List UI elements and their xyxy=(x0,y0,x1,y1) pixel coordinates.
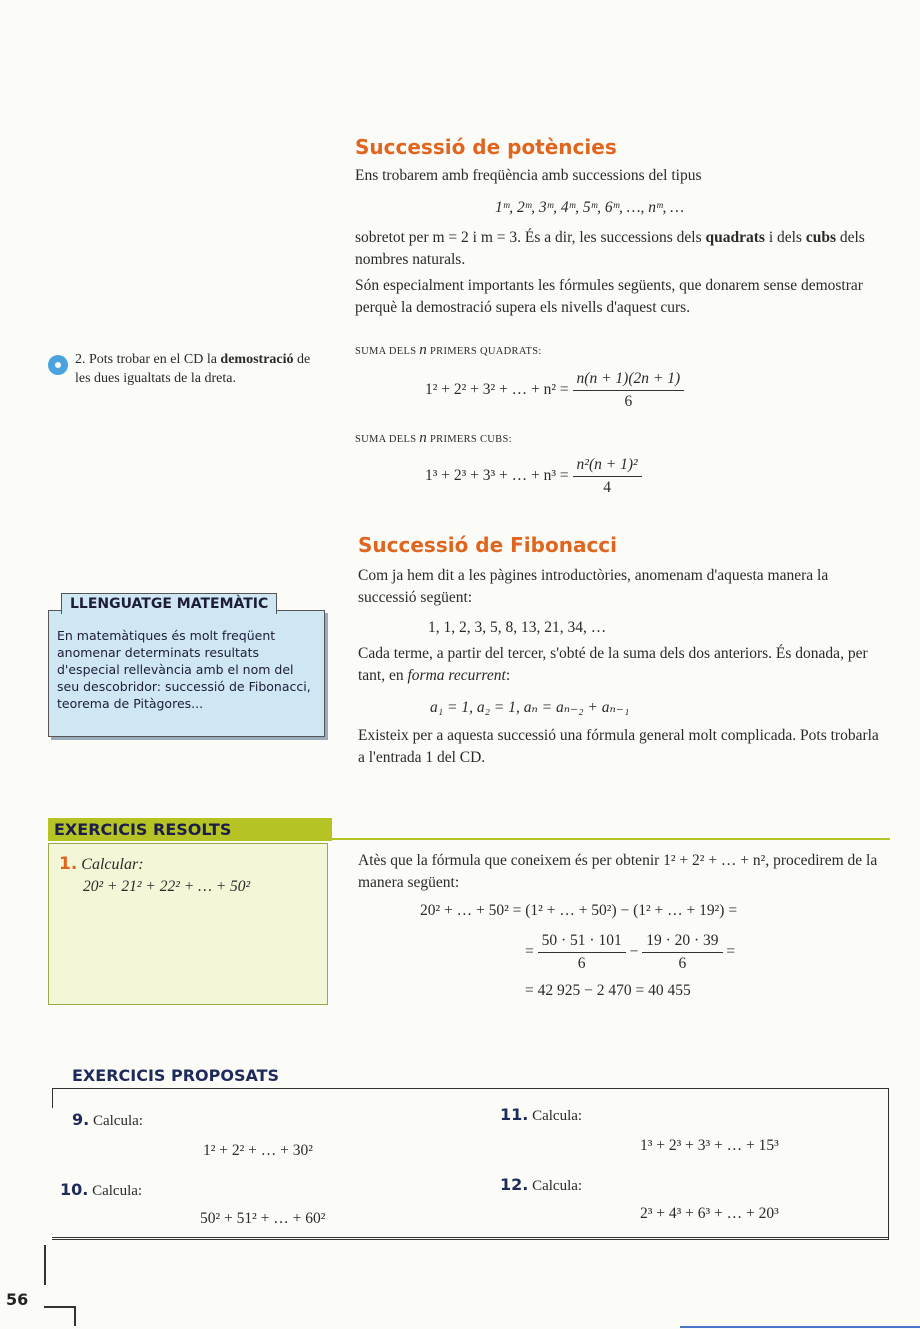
page-number: 56 xyxy=(6,1290,29,1309)
proposed-expression: 1³ + 2³ + 3³ + … + 15³ xyxy=(640,1137,779,1154)
squares-label: SUMA DELS n PRIMERS QUADRATS: xyxy=(355,342,542,358)
fibonacci-title: Successió de Fibonacci xyxy=(358,533,618,557)
squares-lhs: 1² + 2² + 3² + … + n² = xyxy=(425,381,569,399)
proposed-expression: 2³ + 4³ + 6³ + … + 20³ xyxy=(640,1205,779,1222)
powers-intro: Ens trobarem amb freqüència amb successions del tipus xyxy=(355,167,702,184)
cubes-numerator: n²(n + 1)² xyxy=(573,454,642,477)
solved-frac2-numerator: 19 · 20 · 39 xyxy=(642,930,722,953)
solved-frac1-numerator: 50 · 51 · 101 xyxy=(538,930,626,953)
solved-number: 1. xyxy=(59,854,78,874)
solved-header: EXERCICIS RESOLTS xyxy=(48,818,332,841)
proposed-item: 9. Calcula: xyxy=(72,1110,143,1129)
solved-exercise-box xyxy=(48,843,328,1005)
proposed-item: 11. Calcula: xyxy=(500,1105,583,1124)
proposed-expression: 1² + 2² + … + 30² xyxy=(203,1142,313,1159)
squares-denominator: 6 xyxy=(624,393,633,410)
solved-divider xyxy=(326,838,890,840)
solved-prompt: Calcular: xyxy=(81,856,144,873)
cubes-label: SUMA DELS n PRIMERS CUBS: xyxy=(355,430,512,446)
powers-paragraph-2: sobretot per m = 2 i m = 3. És a dir, les successions dels quadrats i dels cubs dels nombres naturals. xyxy=(355,229,865,268)
powers-title: Successió de potències xyxy=(355,135,617,159)
language-box-body: En matemàtiques és molt freqüent anomenar determinats resultats d'especial rellevància amb el nom del seu descobridor: successió de Fibonacci, teorema de Pitàgores... xyxy=(57,628,311,711)
proposed-item: 10. Calcula: xyxy=(60,1180,143,1199)
solved-expression: 20² + 21² + 22² + … + 50² xyxy=(83,878,251,895)
cd-icon xyxy=(48,355,68,375)
proposed-expression: 50² + 51² + … + 60² xyxy=(200,1210,326,1227)
fibonacci-recurrence: a₁ = 1, a₂ = 1, aₙ = aₙ₋₂ + aₙ₋₁ xyxy=(430,699,630,716)
solved-line-1: 20² + … + 50² = (1² + … + 50²) − (1² + … + 19²) = xyxy=(420,902,738,919)
solved-frac2-denominator: 6 xyxy=(678,955,687,972)
fibonacci-paragraph-3: Existeix per a aquesta successió una fórmula general molt complicada. Pots trobarla a l'entrada 1 del CD. xyxy=(358,727,879,766)
solved-intro: Atès que la fórmula que coneixem és per obtenir 1² + 2² + … + n², procedirem de la manera següent: xyxy=(358,852,878,891)
solved-result: = 42 925 − 2 470 = 40 455 xyxy=(525,982,691,999)
powers-paragraph-3: Són especialment importants les fórmules següents, que donarem sense demostrar perquè la demostració supera els nivells d'aquest curs. xyxy=(355,277,863,316)
powers-sequence: 1ᵐ, 2ᵐ, 3ᵐ, 4ᵐ, 5ᵐ, 6ᵐ, …, nᵐ, … xyxy=(495,199,685,216)
squares-formula xyxy=(425,368,684,413)
solved-line-2: = $\frac{50 \cdot 51 \cdot 101}{6}$ − $\frac{19 \cdot 20 \cdot 39}{6}$ = xyxy=(525,930,735,975)
side-note: 2. Pots trobar en el CD la demostració de les dues igualtats de la dreta. xyxy=(75,352,311,386)
cubes-denominator: 4 xyxy=(603,479,611,496)
cubes-formula xyxy=(425,454,642,499)
proposed-header: EXERCICIS PROPOSATS xyxy=(72,1066,280,1085)
proposed-item: 12. Calcula: xyxy=(500,1175,583,1194)
squares-numerator: n(n + 1)(2n + 1) xyxy=(573,368,685,391)
language-box-title: LLENGUATGE MATEMÀTIC xyxy=(61,593,277,614)
fibonacci-paragraph-2: Cada terme, a partir del tercer, s'obté de la suma dels dos anteriors. És donada, per tant, en forma recurrent: xyxy=(358,645,868,684)
page-edge-line xyxy=(680,1326,920,1328)
language-box xyxy=(48,596,325,737)
cubes-lhs: 1³ + 2³ + 3³ + … + n³ = xyxy=(425,467,569,485)
fibonacci-intro: Com ja hem dit a les pàgines introductòries, anomenam d'aquesta manera la successió següent: xyxy=(358,567,829,606)
solved-frac1-denominator: 6 xyxy=(577,955,586,972)
fibonacci-sequence: 1, 1, 2, 3, 5, 8, 13, 21, 34, … xyxy=(428,619,607,636)
